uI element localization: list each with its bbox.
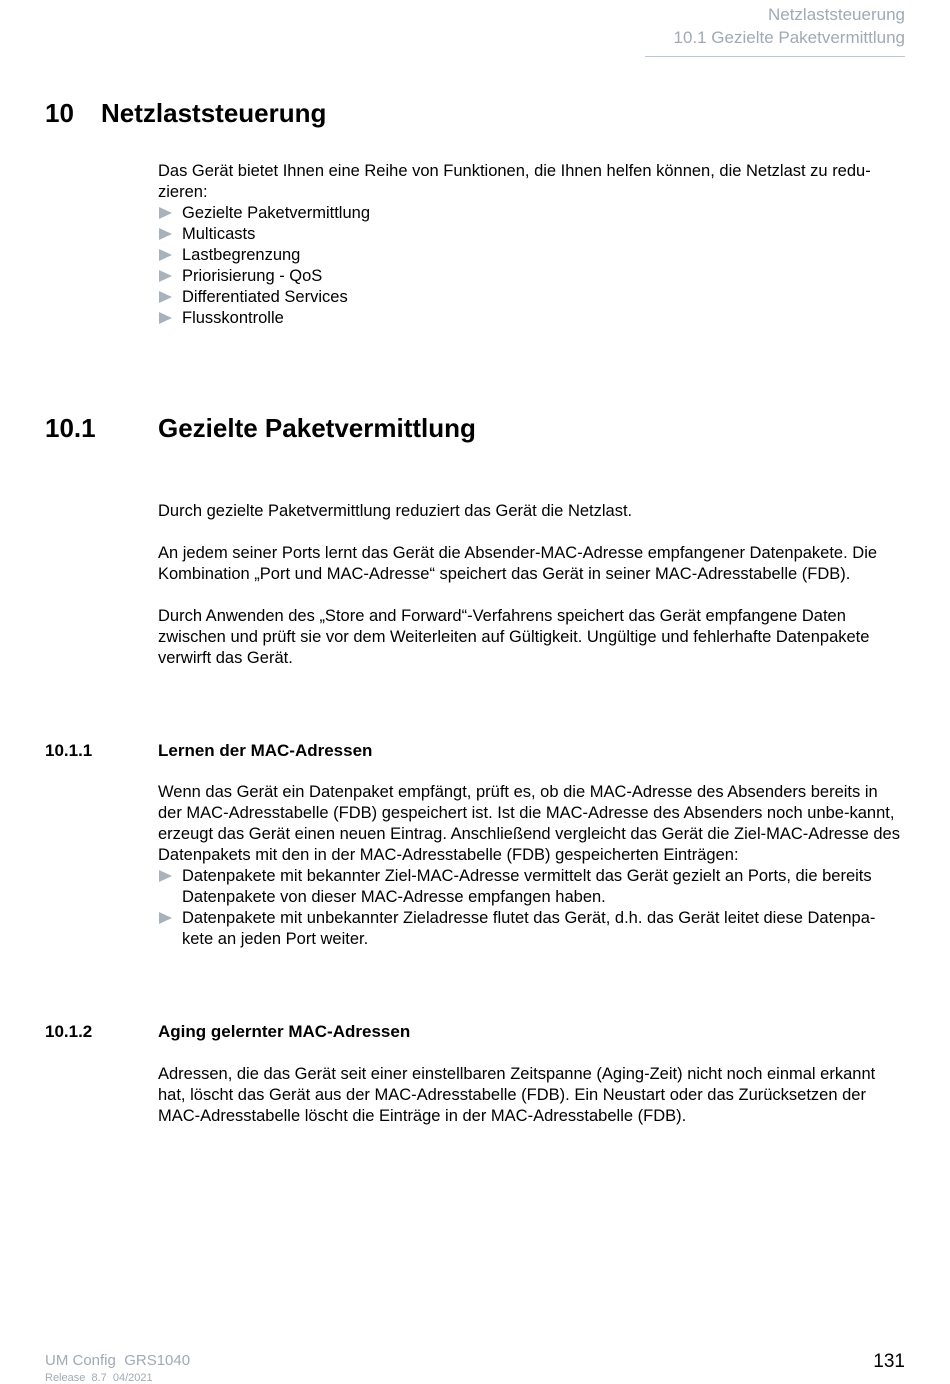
chapter-intro-block [158, 161, 906, 329]
triangle-right-icon [159, 870, 172, 882]
triangle-right-icon [159, 312, 172, 324]
paragraph: Adressen, die das Gerät seit einer einstellbaren Zeitspanne (Aging-Zeit) nicht noch einmal erkannt hat, löscht das Gerät aus der MAC-Adresstabelle (FDB). Ein Neustart oder das Zurücksetzen der MAC-Adresstabelle löscht die Einträge in der MAC-Adresstabelle (FDB). [158, 1065, 876, 1125]
triangle-right-icon [159, 270, 172, 282]
section-title: Lernen der MAC-Adressen [158, 741, 373, 760]
header-rule [645, 56, 905, 57]
section-heading-10-1-2 [45, 1021, 845, 1043]
triangle-right-icon [159, 912, 172, 924]
section-number: 10.1.1 [45, 741, 93, 760]
section-heading-10-1 [45, 411, 845, 445]
triangle-right-icon [159, 207, 172, 219]
triangle-right-icon [159, 249, 172, 261]
triangle-right-icon [159, 228, 172, 240]
list-item: Gezielte Paketvermittlung [158, 203, 906, 224]
chapter-heading [45, 96, 326, 130]
list-item: Priorisierung - QoS [158, 266, 906, 287]
section-title: Aging gelernter MAC-Adressen [158, 1022, 411, 1041]
section-10-1-body [158, 501, 906, 669]
section-number: 10.1.2 [45, 1022, 93, 1041]
footer-manual: UM Config GRS1040 [45, 1352, 191, 1369]
list-item: Flusskontrolle [158, 308, 906, 329]
paragraph: Durch gezielte Paketvermittlung reduziert das Gerät die Netzlast. [158, 502, 633, 520]
section-10-1-2-body [158, 1064, 906, 1127]
list-item: Lastbegrenzung [158, 245, 906, 266]
section-10-1-1-body [158, 782, 906, 950]
list-item: Datenpakete mit unbekannter Zieladresse flutet das Gerät, d.h. das Gerät leitet diese Datenpa-kete an jeden Port weiter. [158, 908, 906, 950]
function-list [158, 203, 906, 329]
list-item: Datenpakete mit bekannter Ziel-MAC-Adresse vermittelt das Gerät gezielt an Ports, die bereits Datenpakete von dieser MAC-Adresse empfangen haben. [158, 866, 906, 908]
paragraph: Durch Anwenden des „Store and Forward“-Verfahrens speichert das Gerät empfangene Daten zwischen und prüft sie vor dem Weiterleiten auf Gültigkeit. Ungültige und fehlerhafte Datenpakete verwirft das Gerät. [158, 607, 870, 667]
paragraph: An jedem seiner Ports lernt das Gerät die Absender-MAC-Adresse empfangener Datenpakete. Die Kombination „Port und MAC-Adresse“ speichert das Gerät in seiner MAC-Adresstabelle (FDB). [158, 544, 878, 583]
chapter-number: 10 [45, 98, 74, 128]
running-header-section: 10.1 Gezielte Paketvermittlung [673, 28, 905, 47]
triangle-right-icon [159, 291, 172, 303]
section-heading-10-1-1 [45, 740, 845, 762]
running-header-chapter: Netzlaststeuerung [767, 5, 905, 24]
section-title: Gezielte Paketvermittlung [158, 413, 476, 443]
page-number: 131 [873, 1351, 905, 1372]
chapter-title: Netzlaststeuerung [101, 98, 327, 128]
footer-release: Release 8.7 04/2021 [45, 1372, 153, 1384]
list-item: Multicasts [158, 224, 906, 245]
forwarding-list [158, 866, 906, 950]
list-item: Differentiated Services [158, 287, 906, 308]
paragraph: Wenn das Gerät ein Datenpaket empfängt, prüft es, ob die MAC-Adresse des Absenders bereits in der MAC-Adresstabelle (FDB) gespeichert ist. Ist die MAC-Adresse des Absenders noch unbe-kannt, erzeugt das Gerät einen neuen Eintrag. Anschließend vergleicht das Gerät die Ziel-MAC-Adresse des Datenpakets mit den in der MAC-Adresstabelle (FDB) gespeicherten Einträgen: [158, 783, 900, 864]
section-number: 10.1 [45, 413, 96, 443]
chapter-intro-paragraph: Das Gerät bietet Ihnen eine Reihe von Funktionen, die Ihnen helfen können, die Netzlast zu redu-zieren: [158, 162, 871, 201]
